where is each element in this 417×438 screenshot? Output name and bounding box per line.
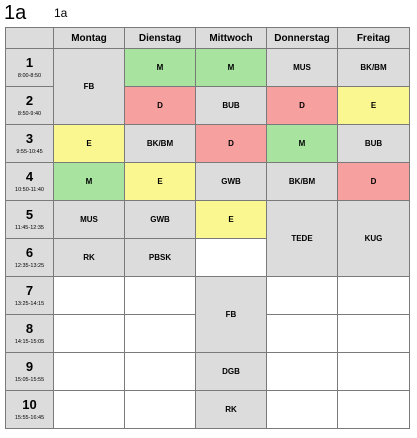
period-time: 11:45-12:35 [15,225,44,231]
period-label [6,391,54,429]
lesson-cell[interactable]: PBSK [125,239,196,277]
empty-cell[interactable] [125,353,196,391]
period-label [6,353,54,391]
empty-cell[interactable] [54,277,125,315]
period-number: 7 [25,283,34,298]
lesson-cell[interactable]: E [54,125,125,163]
period-label [6,87,54,125]
day-header-donnerstag: Donnerstag [267,28,338,49]
lesson-cell[interactable]: D [338,163,410,201]
period-time: 13:25-14:15 [14,301,45,307]
lesson-cell[interactable]: MUS [267,49,338,87]
period-label [6,49,54,87]
corner-cell [6,28,54,49]
empty-cell[interactable] [125,277,196,315]
empty-cell[interactable] [54,391,125,429]
empty-cell[interactable] [267,277,338,315]
period-number: 2 [25,93,34,108]
lesson-cell[interactable]: KUG [338,201,410,277]
lesson-cell[interactable]: M [54,163,125,201]
period-row-1 [6,49,410,87]
lesson-cell[interactable]: RK [54,239,125,277]
period-number: 5 [25,207,34,222]
lesson-cell[interactable]: MUS [54,201,125,239]
lesson-cell[interactable]: M [125,49,196,87]
lesson-cell[interactable]: BUB [196,87,267,125]
page-title: 1a [4,2,27,24]
empty-cell[interactable] [125,391,196,429]
period-number: 8 [25,321,34,336]
period-row-3 [6,125,410,163]
empty-cell[interactable] [196,239,267,277]
empty-cell[interactable] [267,391,338,429]
period-number: 1 [25,55,34,70]
period-time: 8:50-9:40 [17,111,42,117]
lesson-cell[interactable]: E [125,163,196,201]
period-label [6,163,54,201]
empty-cell[interactable] [54,353,125,391]
period-number: 3 [25,131,34,146]
day-header-freitag: Freitag [338,28,410,49]
empty-cell[interactable] [267,315,338,353]
lesson-cell[interactable]: D [125,87,196,125]
period-time: 15:05-15:55 [14,377,45,383]
period-time: 15:55-16:45 [14,415,45,421]
day-header-dienstag: Dienstag [125,28,196,49]
lesson-cell[interactable]: M [267,125,338,163]
period-time: 14:15-15:05 [14,339,45,345]
period-label [6,277,54,315]
empty-cell[interactable] [54,315,125,353]
lesson-cell[interactable]: M [196,49,267,87]
lesson-cell[interactable]: DGB [196,353,267,391]
period-number: 9 [25,359,34,374]
period-number: 10 [22,397,37,412]
lesson-cell[interactable]: BK/BM [267,163,338,201]
lesson-cell[interactable]: D [267,87,338,125]
period-label [6,125,54,163]
lesson-cell[interactable]: FB [54,49,125,125]
lesson-cell[interactable]: E [196,201,267,239]
empty-cell[interactable] [338,277,410,315]
period-row-9 [6,353,410,391]
lesson-cell[interactable]: BUB [338,125,410,163]
lesson-cell[interactable]: BK/BM [125,125,196,163]
lesson-cell[interactable]: E [338,87,410,125]
period-time: 9:55-10:45 [16,149,43,155]
lesson-cell[interactable]: RK [196,391,267,429]
lesson-cell[interactable]: GWB [125,201,196,239]
class-label: 1a [54,6,68,20]
lesson-cell[interactable]: TEDE [267,201,338,277]
period-time: 10:50-11:40 [15,187,44,193]
lesson-cell[interactable]: GWB [196,163,267,201]
day-header-mittwoch: Mittwoch [196,28,267,49]
period-time: 8:00-8:50 [17,73,42,79]
empty-cell[interactable] [267,353,338,391]
day-header-montag: Montag [54,28,125,49]
lesson-cell[interactable]: FB [196,277,267,353]
period-number: 4 [25,169,34,184]
header-row [6,28,410,49]
period-row-10 [6,391,410,429]
period-row-5 [6,201,410,239]
lesson-cell[interactable]: BK/BM [338,49,410,87]
empty-cell[interactable] [125,315,196,353]
period-label [6,239,54,277]
empty-cell[interactable] [338,315,410,353]
period-number: 6 [25,245,34,260]
period-label [6,315,54,353]
lesson-cell[interactable]: D [196,125,267,163]
timetable [5,27,410,429]
empty-cell[interactable] [338,391,410,429]
period-time: 12:35-13:25 [14,263,45,269]
period-row-4 [6,163,410,201]
period-label [6,201,54,239]
empty-cell[interactable] [338,353,410,391]
period-row-7 [6,277,410,315]
